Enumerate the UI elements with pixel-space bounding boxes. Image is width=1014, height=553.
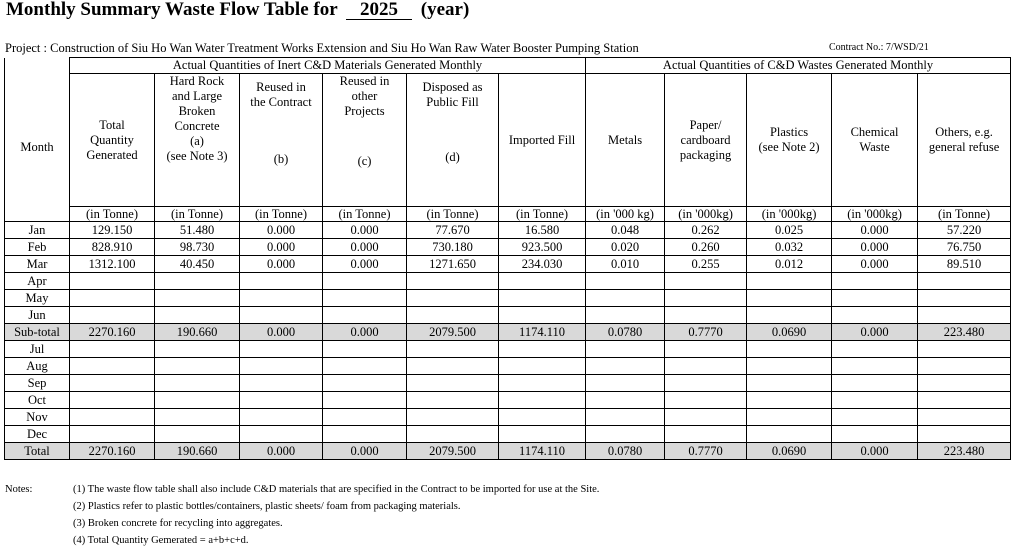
page-title <box>6 0 469 21</box>
value-cell <box>70 409 155 426</box>
value-cell: 0.000 <box>832 256 918 273</box>
note-item: (4) Total Quantity Gemerated = a+b+c+d. <box>73 535 249 546</box>
value-cell <box>665 375 747 392</box>
value-cell: 0.000 <box>832 239 918 256</box>
month-cell: Mar <box>5 256 70 273</box>
table-row <box>5 358 1011 375</box>
value-cell: 0.000 <box>832 443 918 460</box>
value-cell <box>323 358 407 375</box>
note-item: (3) Broken concrete for recycling into aggregates. <box>73 518 283 529</box>
value-cell <box>832 375 918 392</box>
column-header-row <box>5 74 1011 207</box>
value-cell <box>586 273 665 290</box>
reused-other-line-4: (c) <box>357 154 372 168</box>
value-cell: 0.7770 <box>665 443 747 460</box>
value-cell <box>407 290 499 307</box>
value-cell <box>747 358 832 375</box>
value-cell <box>918 273 1011 290</box>
value-cell <box>499 273 586 290</box>
table-row <box>5 375 1011 392</box>
value-cell <box>665 358 747 375</box>
value-cell: 1271.650 <box>407 256 499 273</box>
value-cell <box>747 290 832 307</box>
value-cell: 0.000 <box>240 222 323 239</box>
value-cell: 730.180 <box>407 239 499 256</box>
value-cell: 0.032 <box>747 239 832 256</box>
value-cell: 129.150 <box>70 222 155 239</box>
month-header: Month <box>5 74 70 222</box>
notes-list <box>73 484 773 552</box>
value-cell <box>323 307 407 324</box>
paper-header <box>665 74 747 207</box>
value-cell: 2270.160 <box>70 324 155 341</box>
value-cell <box>918 426 1011 443</box>
value-cell <box>240 409 323 426</box>
value-cell <box>586 375 665 392</box>
unit-cell: (in Tonne) <box>155 207 240 222</box>
waste-flow-table <box>4 57 1011 460</box>
title-year: 2025 <box>346 1 412 20</box>
value-cell: 0.7770 <box>665 324 747 341</box>
others-line-1: Others, e.g. <box>935 125 993 139</box>
cd-group-header: Actual Quantities of C&D Wastes Generated Monthly <box>586 58 1011 74</box>
table-row <box>5 426 1011 443</box>
month-cell: Oct <box>5 392 70 409</box>
table-row <box>5 239 1011 256</box>
value-cell <box>240 290 323 307</box>
value-cell: 0.0780 <box>586 443 665 460</box>
value-cell <box>323 273 407 290</box>
value-cell <box>407 392 499 409</box>
value-cell: 1174.110 <box>499 443 586 460</box>
value-cell <box>499 290 586 307</box>
value-cell <box>918 307 1011 324</box>
value-cell <box>832 273 918 290</box>
note-item: (2) Plastics refer to plastic bottles/containers, plastic sheets/ foam from packaging materials. <box>73 501 461 512</box>
table-row <box>5 256 1011 273</box>
value-cell <box>323 392 407 409</box>
public-fill-header <box>407 74 499 207</box>
value-cell: 190.660 <box>155 443 240 460</box>
value-cell <box>155 290 240 307</box>
value-cell: 0.000 <box>832 222 918 239</box>
value-cell <box>323 375 407 392</box>
value-cell <box>407 307 499 324</box>
metals-header: Metals <box>586 74 665 207</box>
month-header-top <box>5 58 70 74</box>
value-cell <box>70 358 155 375</box>
value-cell <box>832 341 918 358</box>
hard-rock-line-6: (see Note 3) <box>166 149 228 163</box>
value-cell <box>586 307 665 324</box>
total-header <box>70 74 155 207</box>
unit-cell: (in '000 kg) <box>586 207 665 222</box>
value-cell <box>240 358 323 375</box>
value-cell <box>70 290 155 307</box>
value-cell <box>832 392 918 409</box>
value-cell <box>586 290 665 307</box>
value-cell <box>747 307 832 324</box>
value-cell: 2079.500 <box>407 324 499 341</box>
value-cell <box>747 392 832 409</box>
value-cell: 190.660 <box>155 324 240 341</box>
month-cell: Sep <box>5 375 70 392</box>
value-cell <box>832 290 918 307</box>
value-cell: 223.480 <box>918 324 1011 341</box>
project-name: Project : Construction of Siu Ho Wan Water Treatment Works Extension and Siu Ho Wan Raw Water Booster Pumping Station <box>5 41 639 55</box>
value-cell <box>665 341 747 358</box>
value-cell: 1174.110 <box>499 324 586 341</box>
value-cell: 0.0780 <box>586 324 665 341</box>
hard-rock-line-5: (a) <box>190 134 204 148</box>
unit-cell: (in '000kg) <box>747 207 832 222</box>
month-cell: Dec <box>5 426 70 443</box>
value-cell: 0.0690 <box>747 324 832 341</box>
month-cell: Apr <box>5 273 70 290</box>
value-cell <box>323 341 407 358</box>
summary-row <box>5 324 1011 341</box>
value-cell: 0.000 <box>323 324 407 341</box>
value-cell: 0.012 <box>747 256 832 273</box>
value-cell <box>323 426 407 443</box>
value-cell: 2079.500 <box>407 443 499 460</box>
unit-cell: (in Tonne) <box>70 207 155 222</box>
value-cell <box>665 426 747 443</box>
value-cell <box>918 341 1011 358</box>
summary-row <box>5 443 1011 460</box>
value-cell: 0.020 <box>586 239 665 256</box>
value-cell: 2270.160 <box>70 443 155 460</box>
month-cell: Jan <box>5 222 70 239</box>
imported-fill-header: Imported Fill <box>499 74 586 207</box>
value-cell: 0.010 <box>586 256 665 273</box>
month-cell: Total <box>5 443 70 460</box>
value-cell <box>586 341 665 358</box>
value-cell <box>665 409 747 426</box>
paper-line-3: packaging <box>679 147 732 162</box>
month-cell: Jun <box>5 307 70 324</box>
value-cell: 57.220 <box>918 222 1011 239</box>
value-cell <box>155 341 240 358</box>
value-cell <box>407 341 499 358</box>
value-cell <box>747 426 832 443</box>
month-cell: Jul <box>5 341 70 358</box>
total-header-label: Total Quantity Generated <box>86 117 138 162</box>
value-cell <box>240 426 323 443</box>
value-cell <box>586 409 665 426</box>
inert-group-header: Actual Quantities of Inert C&D Materials Generated Monthly <box>70 58 586 74</box>
value-cell: 0.255 <box>665 256 747 273</box>
unit-cell: (in '000kg) <box>665 207 747 222</box>
value-cell <box>499 375 586 392</box>
value-cell <box>70 392 155 409</box>
month-cell: Aug <box>5 358 70 375</box>
value-cell <box>323 409 407 426</box>
value-cell <box>918 392 1011 409</box>
value-cell <box>155 392 240 409</box>
value-cell <box>70 426 155 443</box>
value-cell <box>586 426 665 443</box>
value-cell <box>155 273 240 290</box>
value-cell <box>407 273 499 290</box>
value-cell <box>155 409 240 426</box>
value-cell <box>586 358 665 375</box>
value-cell: 1312.100 <box>70 256 155 273</box>
value-cell <box>70 307 155 324</box>
chemical-header <box>832 74 918 207</box>
value-cell: 40.450 <box>155 256 240 273</box>
value-cell <box>407 426 499 443</box>
reused-contract-line-1: Reused in <box>256 80 306 94</box>
value-cell <box>918 290 1011 307</box>
paper-line-1: Paper/ <box>689 117 722 132</box>
chemical-line-2: Waste <box>859 140 890 154</box>
table-row <box>5 307 1011 324</box>
value-cell: 51.480 <box>155 222 240 239</box>
reused-other-line-1: Reused in <box>339 74 390 88</box>
contract-number: Contract No.: 7/WSD/21 <box>829 42 929 53</box>
value-cell <box>747 273 832 290</box>
plastics-line-2: (see Note 2) <box>758 140 820 154</box>
value-cell <box>747 341 832 358</box>
value-cell: 0.000 <box>240 239 323 256</box>
value-cell: 0.000 <box>240 256 323 273</box>
value-cell <box>240 307 323 324</box>
value-cell <box>70 341 155 358</box>
note-item: (1) The waste flow table shall also include C&D materials that are specified in the Contract to be imported for use at the Site. <box>73 484 600 495</box>
value-cell <box>832 307 918 324</box>
value-cell <box>665 307 747 324</box>
value-cell <box>155 358 240 375</box>
public-fill-line-3: (d) <box>445 150 460 164</box>
unit-cell: (in Tonne) <box>240 207 323 222</box>
chemical-line-1: Chemical <box>850 125 899 139</box>
value-cell <box>832 426 918 443</box>
value-cell <box>665 392 747 409</box>
reused-contract-line-3: (b) <box>273 152 289 166</box>
plastics-line-1: Plastics <box>769 125 809 139</box>
hard-rock-line-4: Concrete <box>174 119 220 133</box>
value-cell <box>70 273 155 290</box>
reused-other-line-2: other <box>351 89 378 103</box>
value-cell: 76.750 <box>918 239 1011 256</box>
value-cell: 234.030 <box>499 256 586 273</box>
value-cell: 0.262 <box>665 222 747 239</box>
title-prefix: Monthly Summary Waste Flow Table for <box>6 0 338 20</box>
value-cell: 0.000 <box>240 324 323 341</box>
unit-cell: (in Tonne) <box>499 207 586 222</box>
month-cell: May <box>5 290 70 307</box>
value-cell <box>499 341 586 358</box>
value-cell <box>499 307 586 324</box>
value-cell <box>747 409 832 426</box>
hard-rock-header <box>155 74 240 207</box>
others-line-2: general refuse <box>928 140 1000 154</box>
value-cell <box>155 375 240 392</box>
value-cell <box>155 426 240 443</box>
value-cell <box>407 375 499 392</box>
value-cell <box>407 358 499 375</box>
value-cell: 0.025 <box>747 222 832 239</box>
value-cell: 0.000 <box>832 324 918 341</box>
value-cell <box>407 409 499 426</box>
hard-rock-line-3: Broken <box>178 104 216 118</box>
table-row <box>5 290 1011 307</box>
value-cell: 16.580 <box>499 222 586 239</box>
value-cell <box>918 358 1011 375</box>
value-cell <box>586 392 665 409</box>
units-row <box>5 207 1011 222</box>
notes-label: Notes: <box>5 484 33 495</box>
hard-rock-line-2: and Large <box>171 89 223 103</box>
value-cell <box>240 341 323 358</box>
month-cell: Feb <box>5 239 70 256</box>
value-cell: 0.000 <box>323 222 407 239</box>
value-cell: 0.000 <box>240 443 323 460</box>
table-row <box>5 273 1011 290</box>
value-cell <box>499 426 586 443</box>
paper-line-2: cardboard <box>680 132 731 147</box>
value-cell: 0.000 <box>323 443 407 460</box>
table-row <box>5 392 1011 409</box>
value-cell <box>918 375 1011 392</box>
value-cell: 828.910 <box>70 239 155 256</box>
value-cell <box>499 358 586 375</box>
unit-cell: (in Tonne) <box>407 207 499 222</box>
month-cell: Sub-total <box>5 324 70 341</box>
others-header <box>918 74 1011 207</box>
value-cell: 98.730 <box>155 239 240 256</box>
value-cell <box>832 358 918 375</box>
reused-contract-line-2: the Contract <box>250 95 312 109</box>
value-cell: 0.000 <box>323 256 407 273</box>
table-row <box>5 222 1011 239</box>
unit-cell: (in '000kg) <box>832 207 918 222</box>
value-cell: 923.500 <box>499 239 586 256</box>
value-cell <box>918 409 1011 426</box>
title-suffix: (year) <box>420 0 470 20</box>
value-cell <box>70 375 155 392</box>
month-cell: Nov <box>5 409 70 426</box>
value-cell <box>155 307 240 324</box>
value-cell <box>240 375 323 392</box>
value-cell <box>832 409 918 426</box>
public-fill-line-1: Disposed as <box>422 80 483 94</box>
hard-rock-line-1: Hard Rock <box>169 74 225 88</box>
value-cell: 0.260 <box>665 239 747 256</box>
value-cell: 0.0690 <box>747 443 832 460</box>
reused-contract-header <box>240 74 323 207</box>
value-cell <box>747 375 832 392</box>
value-cell: 77.670 <box>407 222 499 239</box>
unit-cell: (in Tonne) <box>918 207 1011 222</box>
value-cell: 223.480 <box>918 443 1011 460</box>
value-cell <box>323 290 407 307</box>
value-cell: 0.000 <box>323 239 407 256</box>
group-header-row <box>5 58 1011 74</box>
value-cell <box>499 392 586 409</box>
value-cell <box>240 392 323 409</box>
table-body <box>5 222 1011 460</box>
table-row <box>5 409 1011 426</box>
table-row <box>5 341 1011 358</box>
value-cell <box>240 273 323 290</box>
value-cell <box>665 273 747 290</box>
value-cell: 89.510 <box>918 256 1011 273</box>
value-cell <box>665 290 747 307</box>
reused-other-line-3: Projects <box>344 104 385 118</box>
plastics-header <box>747 74 832 207</box>
value-cell <box>499 409 586 426</box>
unit-cell: (in Tonne) <box>323 207 407 222</box>
value-cell: 0.048 <box>586 222 665 239</box>
reused-other-header <box>323 74 407 207</box>
public-fill-line-2: Public Fill <box>426 95 479 109</box>
